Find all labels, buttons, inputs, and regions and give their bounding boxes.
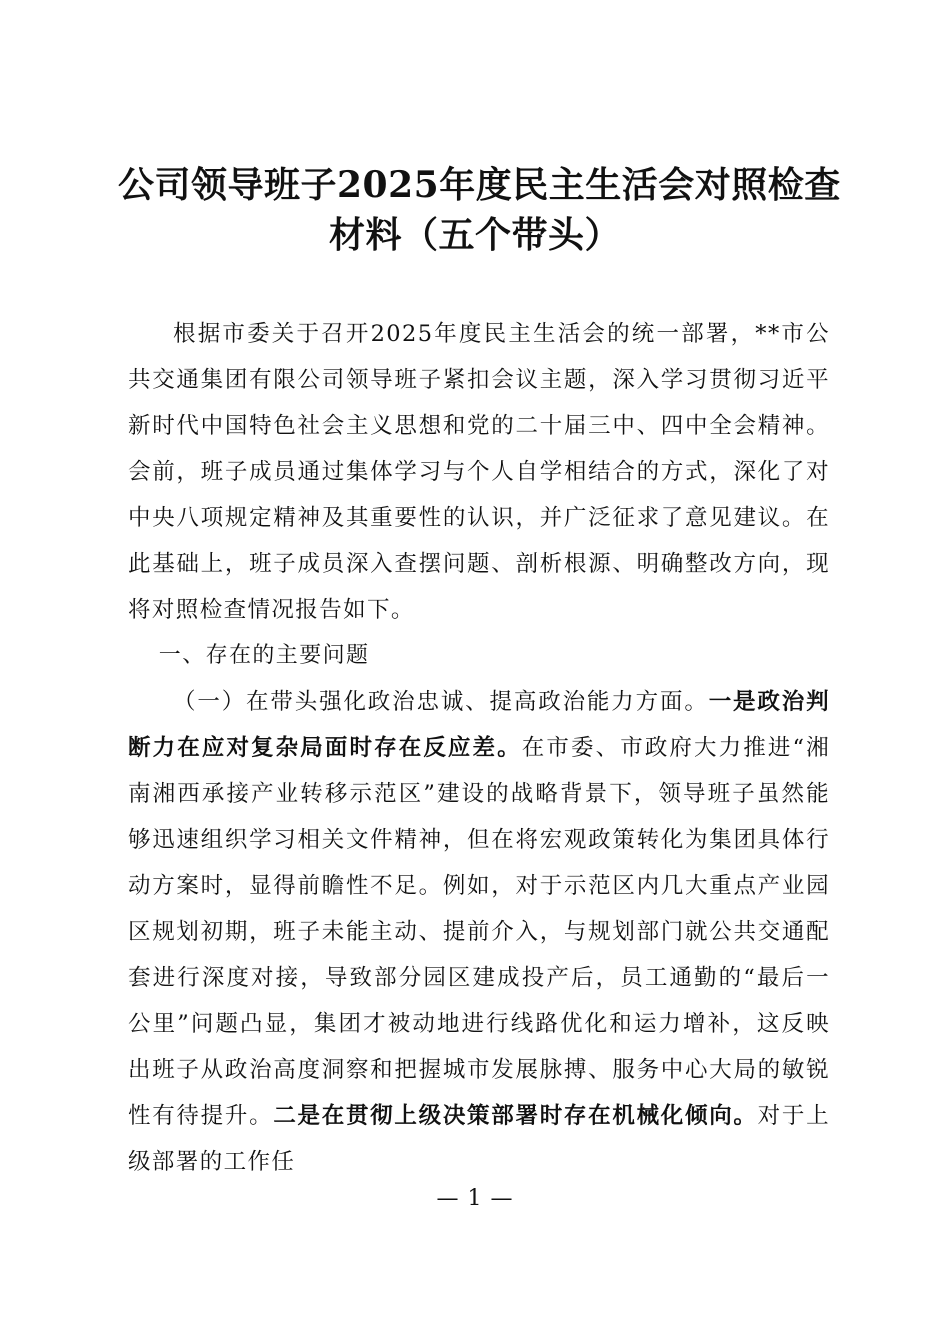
point-1-text: 在市委、市政府大力推进“湘南湘西承接产业转移示范区”建设的战略背景下，领导班子虽然能够迅速组织学习相关文件精神，但在将宏观政策转化为集团具体行动方案时，显得前瞻性不足。例如，对于示范区内几大重点产业园区规划初期，班子未能主动、提前介入，与规划部门就公共交通配套进行深度对接，导致部分园区建成投产后，员工通勤的“最后一公里”问题凸显，集团才被动地进行线路优化和运力增补，这反映出班子从政治高度洞察和把握城市发展脉搏、服务中心大局的敏锐性有待提升。 <box>128 735 830 1129</box>
document-body <box>128 311 830 1185</box>
point-2-heading: 二是在贯彻上级决策部署时存在机械化倾向。 <box>273 1103 758 1129</box>
page-number: — 1 — <box>436 1186 514 1211</box>
point-2-text: 对于上级部署的工作任 <box>128 1103 830 1175</box>
title-line-2: 材料（五个带头） <box>328 214 621 256</box>
intro-paragraph: 根据市委关于召开2025年度民主生活会的统一部署，**市公共交通集团有限公司领导班子紧扣会议主题，深入学习贯彻习近平新时代中国特色社会主义思想和党的二十届三中、四中全会精神。会前，班子成员通过集体学习与个人自学相结合的方式，深化了对中央八项规定精神及其重要性的认识，并广泛征求了意见建议。在此基础上，班子成员深入查摆问题、剖析根源、明确整改方向，现将对照检查情况报告如下。 <box>128 321 830 623</box>
point-1-heading: 一是政治判断力在应对复杂局面时存在反应差。 <box>128 689 830 761</box>
title-line-1: 公司领导班子2025年度民主生活会对照检查 <box>118 164 841 206</box>
document-title <box>118 160 841 260</box>
sub-lead: （一）在带头强化政治忠诚、提高政治能力方面。 <box>173 689 709 715</box>
section-heading: 一、存在的主要问题 <box>158 643 370 668</box>
problem-paragraph <box>128 679 830 1185</box>
